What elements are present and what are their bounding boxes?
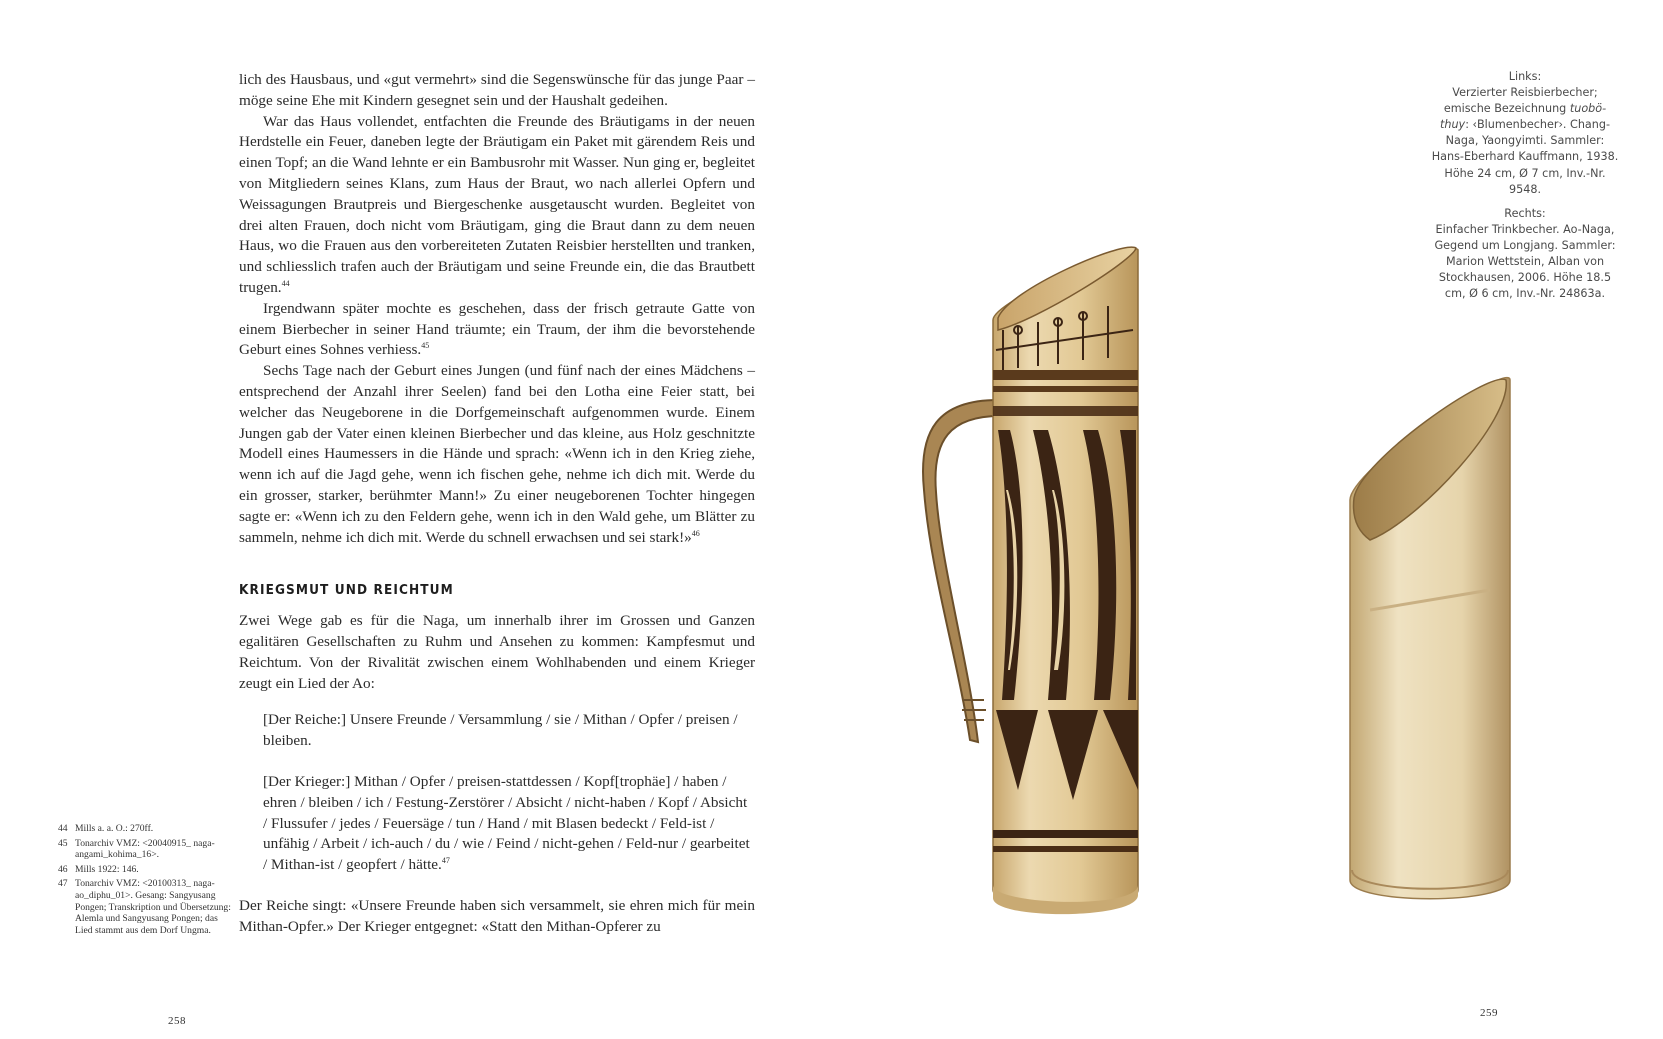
caption-right: Rechts: Einfacher Trinkbecher. Ao-Naga, Gegend um Longjang. Sammler: Marion Wettstein, Alban von Stockhausen, 2006. Höhe 18.5 cm, Ø 6 cm, Inv.-Nr. 24863a.: [1434, 206, 1616, 301]
footnote-46: 46 Mills 1922: 146.: [58, 863, 139, 875]
footnotes: [58, 823, 234, 939]
section-paragraph: Zwei Wege gab es für die Naga, um innerhalb ihrer im Grossen und Ganzen egalitären Gesellschaften zu Ruhm und Ansehen zu kommen: Kampfesmut und Reichtum. Von der Rivalität zwischen einem Wohlhabenden und einem Krieger zeugt ein Lied der Ao:: [239, 612, 755, 692]
right-page: [830, 0, 1663, 1039]
section-heading: KRIEGSMUT UND REICHTUM: [239, 582, 454, 599]
main-text-column: [239, 70, 755, 937]
verse-rich-man: [Der Reiche:] Unsere Freunde / Versammlung / sie / Mithan / Opfer / preisen / bleiben.: [263, 711, 738, 750]
page-number-left: 258: [168, 1015, 186, 1027]
verse-warrior: [Der Krieger:] Mithan / Opfer / preisen-stattdessen / Kopf[trophäe] / haben / ehren / bleiben / ich / Festung-Zerstörer / Absicht / nicht-haben / Kopf / Absicht / Flussufer / jedes / Feuersäge / tun / Hand / mit Blasen bedeckt / Feld-ist / unfähig / Arbeit / ich-auch / du / wie / Feind / nicht-gehen / Feld-nur / gearbeitet / Mithan-ist / geopfert / hätte.$^{47}$: [263, 772, 750, 874]
paragraph-3: Irgendwann später mochte es geschehen, dass der frisch getraute Gatte von einem Bierbecher in seiner Hand träumte; ein Traum, der ihm die bevorstehende Geburt eines Sohnes verhiess.$^{45}$: [239, 299, 755, 359]
decorated-beer-cup-photo: [898, 230, 1158, 940]
song-verse: [263, 710, 755, 876]
footnote-ref-46: 46: [691, 528, 700, 538]
footnote-47: 47 Tonarchiv VMZ: <20100313_ naga-ao_diphu_01>. Gesang: Sangyusang Pongen; Transkription und Übersetzung: Alemla und Sangyusang Pongen; das Lied stammt aus dem Dorf Ungma.: [58, 878, 231, 936]
plain-drinking-cup-photo: [1330, 360, 1530, 920]
footnote-45: 45 Tonarchiv VMZ: <20040915_ naga-angami_kohima_16>.: [58, 837, 215, 861]
paragraph-1: lich des Hausbaus, und «gut vermehrt» sind die Segenswünsche für das junge Paar – möge seine Ehe mit Kindern gesegnet sein und der Haushalt gedeihen.: [239, 71, 755, 109]
page-number-right: 259: [1480, 1007, 1498, 1019]
caption-left: Links: Verzierter Reisbierbecher; emische Bezeichnung tuobö-thuy: ‹Blumenbecher›. Chang-Naga, Yaongyimti. Sammler: Hans-Eberhard Kauffmann, 1938. Höhe 24 cm, Ø 7 cm, Inv.-Nr. 9548.: [1431, 70, 1619, 196]
closing-paragraph: Der Reiche singt: «Unsere Freunde haben sich versammelt, sie ehren mich für mein Mithan-Opfer.» Der Krieger entgegnet: «Statt den Mithan-Opferer zu: [239, 896, 755, 935]
footnote-44: 44 Mills a. a. O.: 270ff.: [58, 823, 154, 834]
footnote-ref-47: 47: [441, 856, 450, 866]
footnote-ref-45: 45: [421, 341, 430, 351]
paragraph-4: Sechs Tage nach der Geburt eines Jungen (und fünf nach der eines Mädchens – entsprechend der Anzahl ihrer Seelen) fand bei den Lotha eine Feier statt, bei welcher das Neugeborene in die Dorfgemeinschaft aufgenommen wurde. Einem Jungen gab der Vater einen kleinen Bierbecher und das kleine, aus Holz geschnitzte Modell eines Haumessers in die Hände und sprach: «Wenn ich in den Krieg ziehe, wenn ich auf die Jagd gehe, wenn ich fischen gehe, nehme ich dich mit. Werde du ein grosser, starker, berühmter Mann!» Zu einer neugeborenen Tochter hingegen sagte er: «Wenn ich zu den Feldern gehe, wenn ich in den Wald gehe, um Blätter zu sammeln, nehme ich dich mit. Werde du schnell erwachsen und sei stark!»$^{46}$: [239, 362, 755, 546]
paragraph-2: War das Haus vollendet, entfachten die Freunde des Bräutigams in der neuen Herdstelle ein Feuer, daneben legte der Bräutigam ein Paket mit gärendem Reis und einen Topf; an die Wand lehnte er ein Bambusrohr mit Wasser. Nun ging er, begleitet von Mitgliedern seines Klans, zum Haus der Braut, wo nach allerlei Opfern und Weissagungen Brautpreis und Biergeschenke ausgetauscht wurden. Begleitet von drei alten Frauen, doch nicht vom Bräutigam, ging die Braut dann zu dem neuen Haus, wo die Frauen aus den vorbereiteten Zutaten Reisbier herstellten und tranken, und schliesslich trafen auch der Bräutigam und seine Freunde ein, die das Brautbett trugen.$^{44}$: [239, 112, 755, 296]
image-captions: [1430, 69, 1620, 310]
footnote-ref-44: 44: [281, 278, 290, 288]
left-page: [0, 0, 830, 1039]
